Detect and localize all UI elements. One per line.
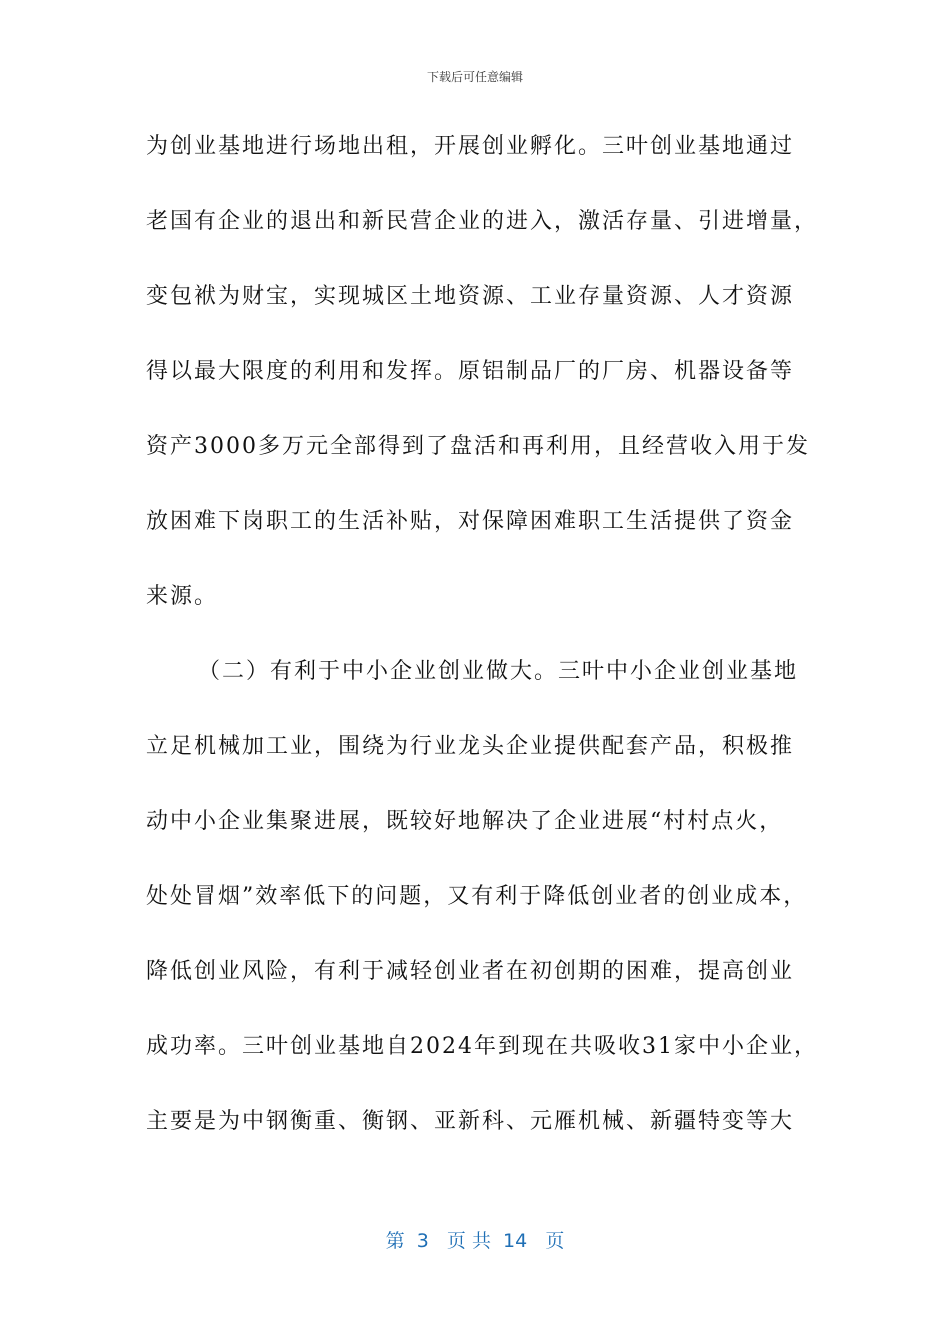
text-line: 老国有企业的退出和新民营企业的进入，激活存量、引进增量， <box>146 209 819 234</box>
text-line: 为创业基地进行场地出租，开展创业孵化。三叶创业基地通过 <box>146 134 795 159</box>
header-note: 下载后可任意编辑 <box>426 70 523 84</box>
page-number-footer: 第 3 页 共 14 页 <box>385 1230 565 1252</box>
text-line: 变包袱为财宝，实现城区土地资源、工业存量资源、人才资源 <box>146 284 795 309</box>
text-line: 主要是为中钢衡重、衡钢、亚新科、元雁机械、新疆特变等大 <box>146 1109 795 1134</box>
text-line: 动中小企业集聚进展，既较好地解决了企业进展“村村点火， <box>146 809 784 834</box>
text-line: 来源。 <box>146 584 219 609</box>
text-line: 得以最大限度的利用和发挥。原铝制品厂的厂房、机器设备等 <box>146 359 795 384</box>
text-line: 处处冒烟”效率低下的问题，又有利于降低创业者的创业成本， <box>146 884 808 909</box>
document-body <box>146 128 819 1178</box>
text-line: 成功率。三叶创业基地自2024年到现在共吸收31家中小企业， <box>146 1034 818 1059</box>
text-line: 立足机械加工业，围绕为行业龙头企业提供配套产品，积极推 <box>146 734 795 759</box>
section-heading-line: （二）有利于中小企业创业做大。三叶中小企业创业基地 <box>198 659 799 684</box>
text-line: 资产3000多万元全部得到了盘活和再利用，且经营收入用于发 <box>146 434 810 459</box>
text-line: 放困难下岗职工的生活补贴，对保障困难职工生活提供了资金 <box>146 509 795 534</box>
text-line: 降低创业风险，有利于减轻创业者在初创期的困难，提高创业 <box>146 959 795 984</box>
